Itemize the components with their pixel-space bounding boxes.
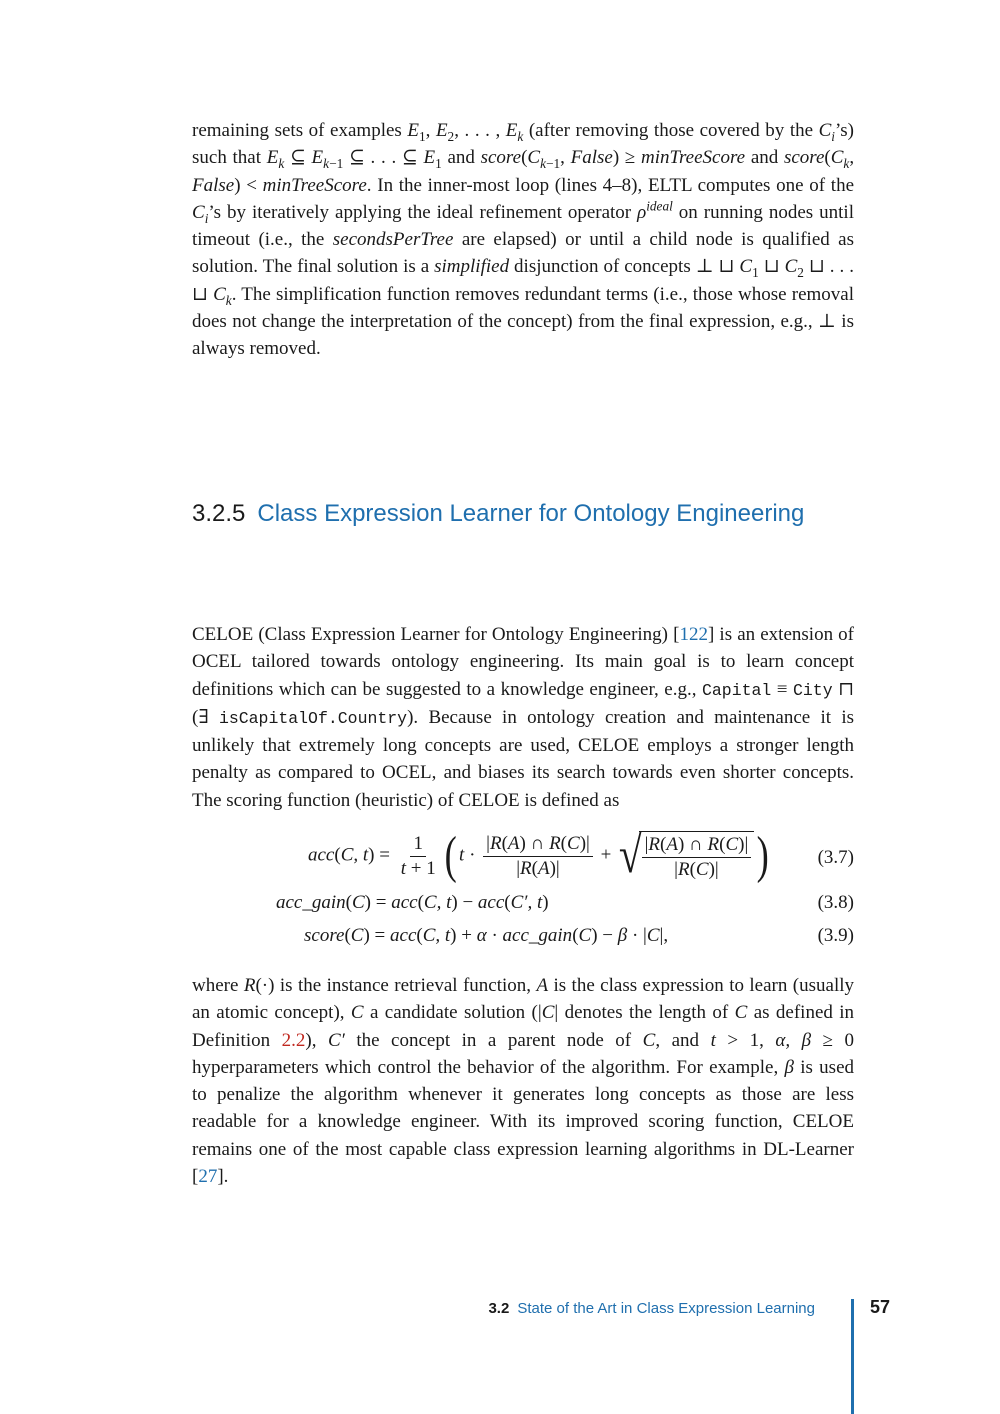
page-number: 57 — [870, 1297, 891, 1317]
equation-3-7: acc(C, t) = $\frac{1}{t + 1}$ ( t · $\frac{|R(A) \cap R(C)|}{|R(A)|}$ + √ $\frac{|R(A) \cap R(C)|}{|R(C)|}$ ) (3.7) — [308, 827, 854, 884]
math-inline: $E_1$, $E_2$, . . . , $E_k$ — [407, 120, 524, 144]
section-heading — [192, 500, 804, 528]
equation-3-9: score(C) = acc(C, t) + α · acc_gain(C) − β · |C|, (3.9) — [304, 925, 854, 946]
equation-number: (3.8) — [817, 892, 854, 913]
equation-number: (3.9) — [817, 925, 854, 946]
paragraph-celoe-intro: CELOE (Class Expression Learner for Ontology Engineering) [122] is an extension of OCEL tailored towards ontology engineering. Its main goal is to learn concept definitions which can be suggested to a knowledge engineer, e.g., Capital ≡ City ⊓ (∃ isCapitalOf.Country). Because in ontology creation and maintenance it is unlikely that extremely long concepts are used, CELOE employs a stronger length penalty as compared to OCEL, and biases its search towards even shorter concepts. The scoring function (heuristic) of CELOE is defined as — [192, 624, 855, 811]
equation-number: (3.7) — [817, 847, 854, 868]
section-title: Class Expression Learner for Ontology Engineering — [257, 500, 805, 527]
section-number: 3.2.5 — [192, 500, 246, 527]
paragraph-celoe-where: where R(·) is the instance retrieval function, A is the class expression to learn (usually an atomic concept), C a candidate solution (|C| denotes the length of C as defined in Definition 2.2), C′ the concept in a parent node of C, and t > 1, α, β ≥ 0 hyperparameters which control the behavior of the algorithm. For example, β is used to penalize the algorithm whenever it generates long concepts as those are less readable for a knowledge engineer. With its improved scoring function, CELOE remains one of the most capable class expression learning algorithms in DL-Learner [27]. — [192, 975, 855, 1188]
footer-section-title: State of the Art in Class Expression Learning — [517, 1300, 815, 1317]
paragraph-eltl: remaining sets of examples $E_1$, $E_2$, . . . , $E_k$ (after removing those covered by the $C_i’s$) such that $E_k$ ⊆ $E_{k-1}$ ⊆ . . . ⊆ $E_1$ and $score(C_{k-1}$, False) ≥ minTreeScore and $score(C_k$, False) < minTreeScore. In the inner-most loop (lines 4–8), ELTL computes one of the $C_i’s$ by iteratively applying the ideal refinement operator $\rho^{ideal}$ on running nodes until timeout (i.e., the secondsPerTree are elapsed) or until a child node is qualified as solution. The final solution is a simplified disjunction of concepts ⊥ ⊔ $C_1$ ⊔ $C_2$ ⊔ . . . ⊔ $C_k$. The simplification function removes redundant terms (i.e., those whose removal does not change the interpretation of the concept) from the final expression, e.g., ⊥ is always removed. — [192, 120, 855, 360]
citation-link[interactable]: 27 — [198, 1166, 218, 1188]
running-footer — [488, 1300, 815, 1317]
footer-rule — [851, 1299, 854, 1414]
equation-3-8: acc_gain(C) = acc(C, t) − acc(C′, t) (3.8) — [276, 892, 854, 913]
citation-link[interactable]: 122 — [679, 624, 708, 645]
definition-link[interactable]: 2.2 — [281, 1029, 306, 1051]
footer-section-number: 3.2 — [488, 1300, 510, 1317]
